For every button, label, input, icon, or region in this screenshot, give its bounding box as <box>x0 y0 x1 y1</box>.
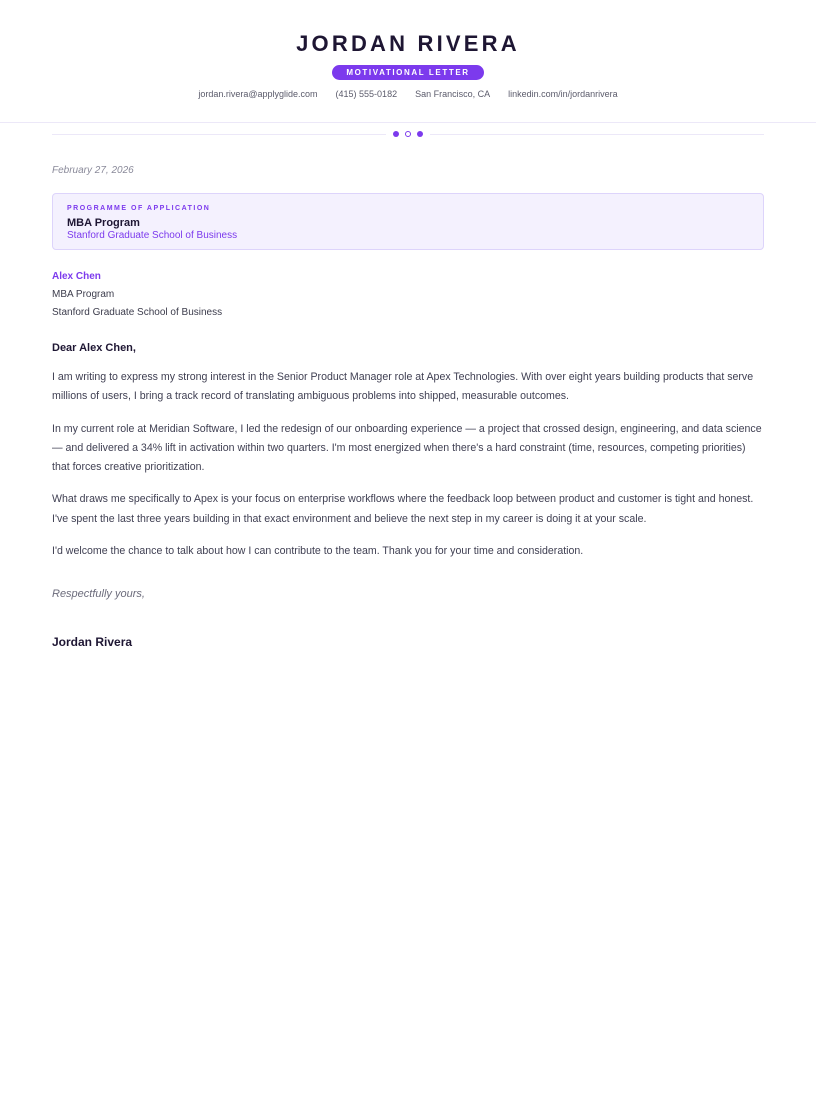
divider-line-left <box>52 134 386 135</box>
contact-line <box>0 88 816 100</box>
recipient-school: Stanford Graduate School of Business <box>52 307 223 318</box>
ornamental-divider <box>52 130 764 138</box>
divider-line-right <box>430 134 764 135</box>
contact-location: San Francisco, CA <box>415 89 491 99</box>
body-paragraph: I'd welcome the chance to talk about how I can contribute to the team. Thank you for your time and consideration. <box>52 545 584 558</box>
letter-body <box>52 160 764 650</box>
contact-email: jordan.rivera@applyglide.com <box>198 89 318 99</box>
letter-header <box>0 0 816 123</box>
salutation: Dear Alex Chen, <box>52 342 136 354</box>
program-school: Stanford Graduate School of Business <box>67 230 238 241</box>
hollow-dot-icon <box>405 131 411 137</box>
contact-linkedin: linkedin.com/in/jordanrivera <box>508 89 618 99</box>
recipient-program: MBA Program <box>52 289 115 300</box>
closing: Respectfully yours, <box>52 588 145 601</box>
recipient-name: Alex Chen <box>52 271 101 282</box>
body-paragraph: In my current role at Meridian Software, I led the redesign of our onboarding experience — a project that crossed design, engineering, and data science — and delivered a 34% lift in activation within two quarters. I'm most energized when there's a hard constraint (time, resources, competing priorities) that forces creative prioritization. <box>52 422 762 474</box>
recipient-block <box>52 268 764 322</box>
program-box <box>52 193 764 250</box>
applicant-name: JORDAN RIVERA <box>296 31 520 56</box>
document-type-badge: MOTIVATIONAL LETTER <box>332 65 483 80</box>
letter-date: February 27, 2026 <box>52 165 134 176</box>
program-title: MBA Program <box>67 217 140 229</box>
signature: Jordan Rivera <box>52 635 133 650</box>
program-label: PROGRAMME OF APPLICATION <box>67 205 211 212</box>
filled-dot-icon <box>417 131 423 137</box>
body-paragraph: I am writing to express my strong interest in the Senior Product Manager role at Apex Technologies. With over eight years building products that serve millions of users, I bring a track record of translating ambiguous problems into shipped, measurable outcomes. <box>52 371 754 403</box>
body-paragraph: What draws me specifically to Apex is your focus on enterprise workflows where the feedback loop between product and customer is tight and honest. I've spent the last three years building in that exact environment and believe the next step in my career is doing it at your scale. <box>52 493 754 525</box>
contact-phone: (415) 555-0182 <box>335 89 398 99</box>
filled-dot-icon <box>393 131 399 137</box>
